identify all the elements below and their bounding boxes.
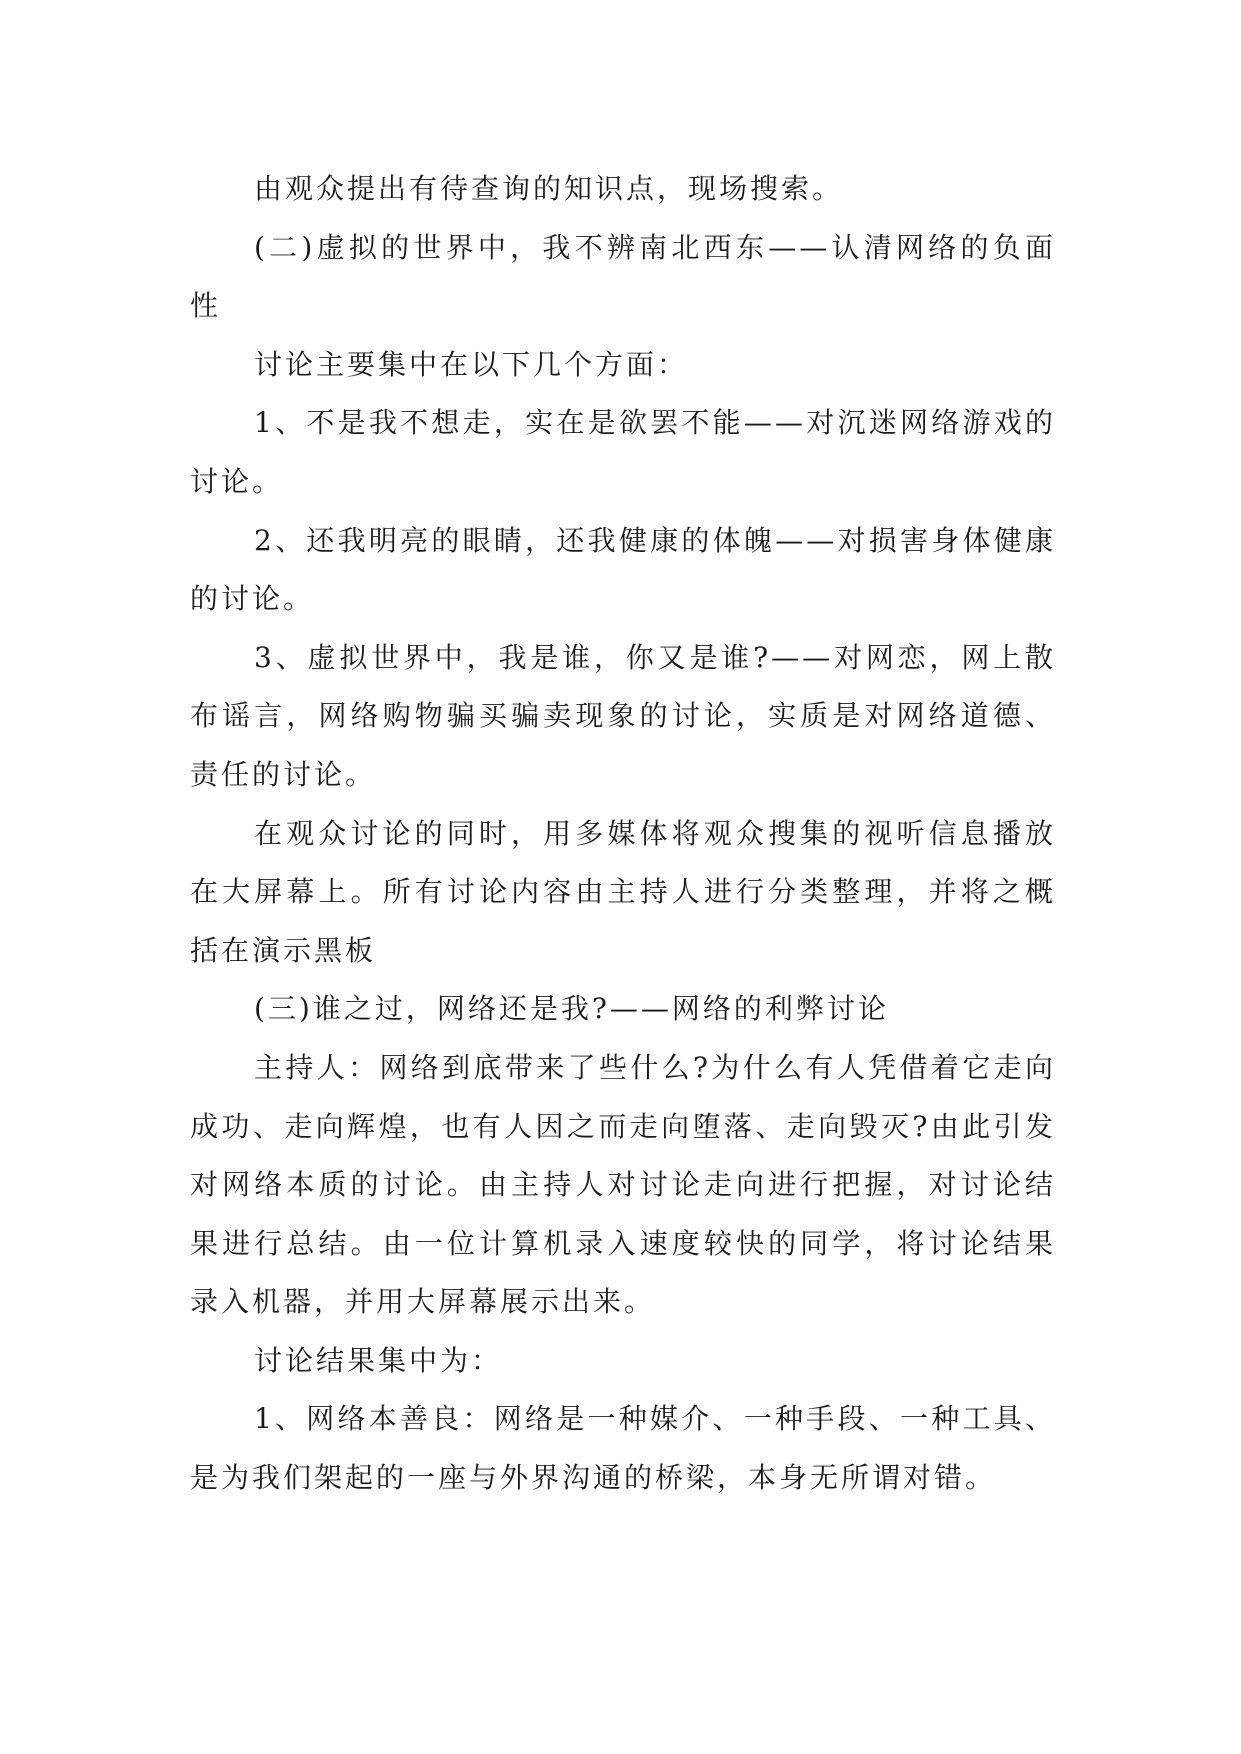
document-page (190, 160, 1056, 1508)
paragraph-section-two-heading: (二)虚拟的世界中，我不辨南北西东——认清网络的负面性 (190, 230, 1056, 323)
paragraph-multimedia: 在观众讨论的同时，用多媒体将观众搜集的视听信息播放在大屏幕上。所有讨论内容由主持人进行分类整理，并将之概括在演示黑板 (190, 816, 1056, 967)
paragraph-discussion-intro: 讨论主要集中在以下几个方面： (254, 347, 689, 381)
paragraph-section-three-heading: (三)谁之过，网络还是我?——网络的利弊讨论 (254, 992, 889, 1026)
paragraph-point-2-health: 2、还我明亮的眼睛，还我健康的体魄——对损害身体健康的讨论。 (190, 523, 1056, 616)
paragraph-results-intro: 讨论结果集中为： (254, 1343, 503, 1377)
paragraph-result-1: 1、网络本善良：网络是一种媒介、一种手段、一种工具、是为我们架起的一座与外界沟通的桥梁，本身无所谓对错。 (190, 1402, 1056, 1495)
paragraph-point-3-ethics: 3、虚拟世界中，我是谁，你又是谁?——对网恋，网上散布谣言，网络购物骗买骗卖现象的讨论，实质是对网络道德、责任的讨论。 (190, 640, 1056, 791)
paragraph-host-question: 主持人：网络到底带来了些什么?为什么有人凭借着它走向成功、走向辉煌，也有人因之而走向堕落、走向毁灭?由此引发对网络本质的讨论。由主持人对讨论走向进行把握，对讨论结果进行总结。由一位计算机录入速度较快的同学，将讨论结果录入机器，并用大屏幕展示出来。 (190, 1050, 1056, 1319)
paragraph-point-1-gaming: 1、不是我不想走，实在是欲罢不能——对沉迷网络游戏的讨论。 (190, 406, 1056, 498)
paragraph-live-search: 由观众提出有待查询的知识点，现场搜索。 (254, 172, 844, 205)
